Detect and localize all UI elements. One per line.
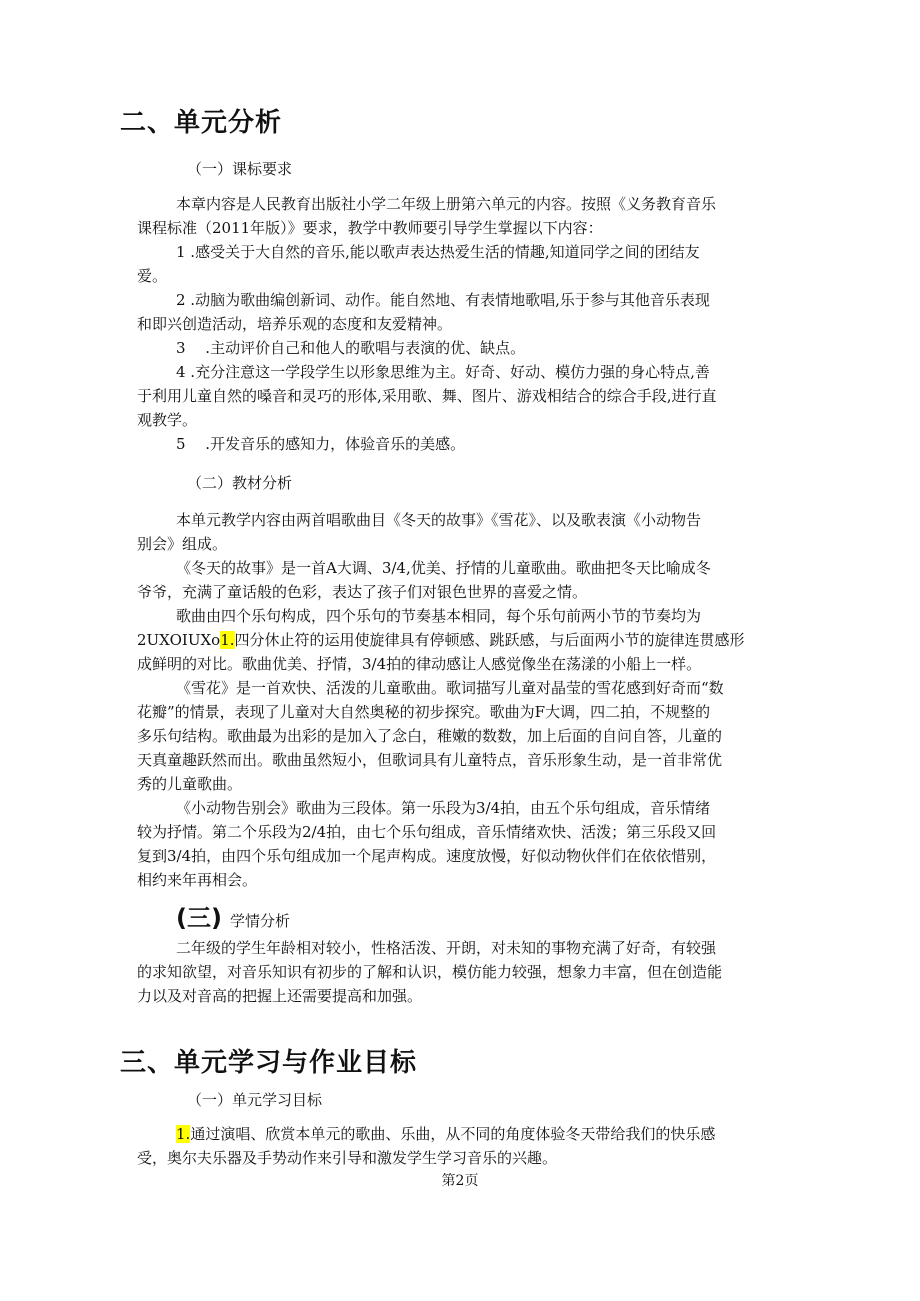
paragraph-line: 多乐句结构。歌曲最为出彩的是加入了念白，稚嫩的数数，加上后面的自问自答，儿童的 bbox=[137, 727, 723, 745]
paragraph-line: 本章内容是人民教育出版社小学二年级上册第六单元的内容。按照《义务教育音乐 bbox=[176, 195, 717, 213]
subheading-curriculum-requirements: （一）课标要求 bbox=[187, 160, 293, 178]
paragraph-line: 《雪花》是一首欢快、活泼的儿童歌曲。歌词描写儿童对晶莹的雪花感到好奇而“数 bbox=[176, 679, 724, 697]
goal-line-1 bbox=[176, 1122, 715, 1146]
paragraph-line: 受，奥尔夫乐器及手势动作来引导和激发学生学习音乐的兴趣。 bbox=[137, 1149, 558, 1167]
paragraph-line: 较为抒情。第二个乐段为2/4拍，由七个乐句组成，音乐情绪欢快、活泼；第三乐段又回 bbox=[137, 823, 717, 841]
paragraph-line: 复到3/4拍，由四个乐句组成加一个尾声构成。速度放慢，好似动物伙伴们在依依惜别， bbox=[137, 847, 717, 865]
paragraph-line: 的求知欲望，对音乐知识有初步的了解和认识，模仿能力较强，想象力丰富，但在创造能 bbox=[137, 963, 723, 981]
paragraph-line: 力以及对音高的把握上还需要提高和加强。 bbox=[137, 987, 423, 1005]
paragraph-line: 《小动物告别会》歌曲为三段体。第一乐段为3/4拍，由五个乐句组成，音乐情绪 bbox=[176, 799, 711, 817]
paragraph-line: 天真童趣跃然而出。歌曲虽然短小，但歌词具有儿童特点，音乐形象生动，是一首非常优 bbox=[137, 751, 723, 769]
paragraph-line: 相约来年再相会。 bbox=[137, 871, 258, 889]
paragraph-line: 和即兴创造活动，培养乐观的态度和友爱精神。 bbox=[137, 315, 453, 333]
rhythm-notation: 2UXOIUXo bbox=[137, 631, 221, 649]
highlighted-number: 1. bbox=[176, 1125, 191, 1143]
list-item-3: 3 .主动评价自己和他人的歌唱与表演的优、缺点。 bbox=[176, 339, 526, 357]
section-heading-learning-goals: 三、单元学习与作业目标 bbox=[120, 1048, 418, 1078]
paragraph-line: 二年级的学生年龄相对较小，性格活泼、开朗，对未知的事物充满了好奇，有较强 bbox=[176, 939, 717, 957]
subheading-number: (三) bbox=[176, 904, 222, 932]
rhythm-line bbox=[137, 628, 745, 652]
paragraph-line: 爷爷，充满了童话般的色彩，表达了孩子们对银色世界的喜爱之情。 bbox=[137, 583, 588, 601]
subheading-label: 学情分析 bbox=[229, 912, 290, 930]
paragraph-line: 观教学。 bbox=[137, 411, 198, 429]
paragraph-line: 课程标准（2011年版）》要求，教学中教师要引导学生掌握以下内容： bbox=[137, 219, 603, 237]
highlighted-number: 1. bbox=[220, 631, 235, 649]
paragraph-line: 花瓣”的情景，表现了儿童对大自然奥秘的初步探究。歌曲为F大调，四二拍，不规整的 bbox=[137, 703, 711, 721]
list-item-4: 4 .充分注意这一学段学生以形象思维为主。好奇、好动、模仿力强的身心特点,善 bbox=[176, 363, 710, 381]
paragraph-line: 歌曲由四个乐句构成，四个乐句的节奏基本相同，每个乐句前两小节的节奏均为 bbox=[176, 607, 702, 625]
paragraph-line: 秀的儿童歌曲。 bbox=[137, 775, 243, 793]
rhythm-line-text: 四分休止符的运用使旋律具有停顿感、跳跃感，与后面两小节的旋律连贯感形 bbox=[234, 631, 745, 649]
list-item-1: 1 .感受关于大自然的音乐,能以歌声表达热爱生活的情趣,知道同学之间的团结友 bbox=[176, 243, 700, 261]
paragraph-line: 《冬天的故事》是一首A大调、3/4,优美、抒情的儿童歌曲。歌曲把冬天比喻成冬 bbox=[176, 559, 711, 577]
paragraph-line: 成鲜明的对比。歌曲优美、抒情，3/4拍的律动感让人感觉像坐在荡漾的小船上一样。 bbox=[137, 655, 702, 673]
list-item-2: 2 .动脑为歌曲编创新词、动作。能自然地、有表情地歌唱,乐于参与其他音乐表现 bbox=[176, 291, 710, 309]
list-item-5: 5 .开发音乐的感知力，体验音乐的美感。 bbox=[176, 435, 466, 453]
paragraph-line: 爱。 bbox=[137, 267, 168, 285]
subheading-unit-learning-goals: （一）单元学习目标 bbox=[187, 1091, 323, 1109]
section-heading-unit-analysis: 二、单元分析 bbox=[120, 108, 283, 138]
page-number: 第2页 bbox=[441, 1173, 479, 1189]
subheading-learner-analysis bbox=[176, 898, 290, 933]
subheading-material-analysis: （二）教材分析 bbox=[187, 474, 293, 492]
paragraph-line: 本单元教学内容由两首唱歌曲目《冬天的故事》《雪花》、以及歌表演《小动物告 bbox=[176, 511, 702, 529]
goal-text: 通过演唱、欣赏本单元的歌曲、乐曲，从不同的角度体验冬天带给我们的快乐感 bbox=[190, 1125, 716, 1143]
paragraph-line: 于利用儿童自然的嗓音和灵巧的形体,采用歌、舞、图片、游戏相结合的综合手段,进行直 bbox=[137, 387, 717, 405]
paragraph-line: 别会》组成。 bbox=[137, 535, 228, 553]
